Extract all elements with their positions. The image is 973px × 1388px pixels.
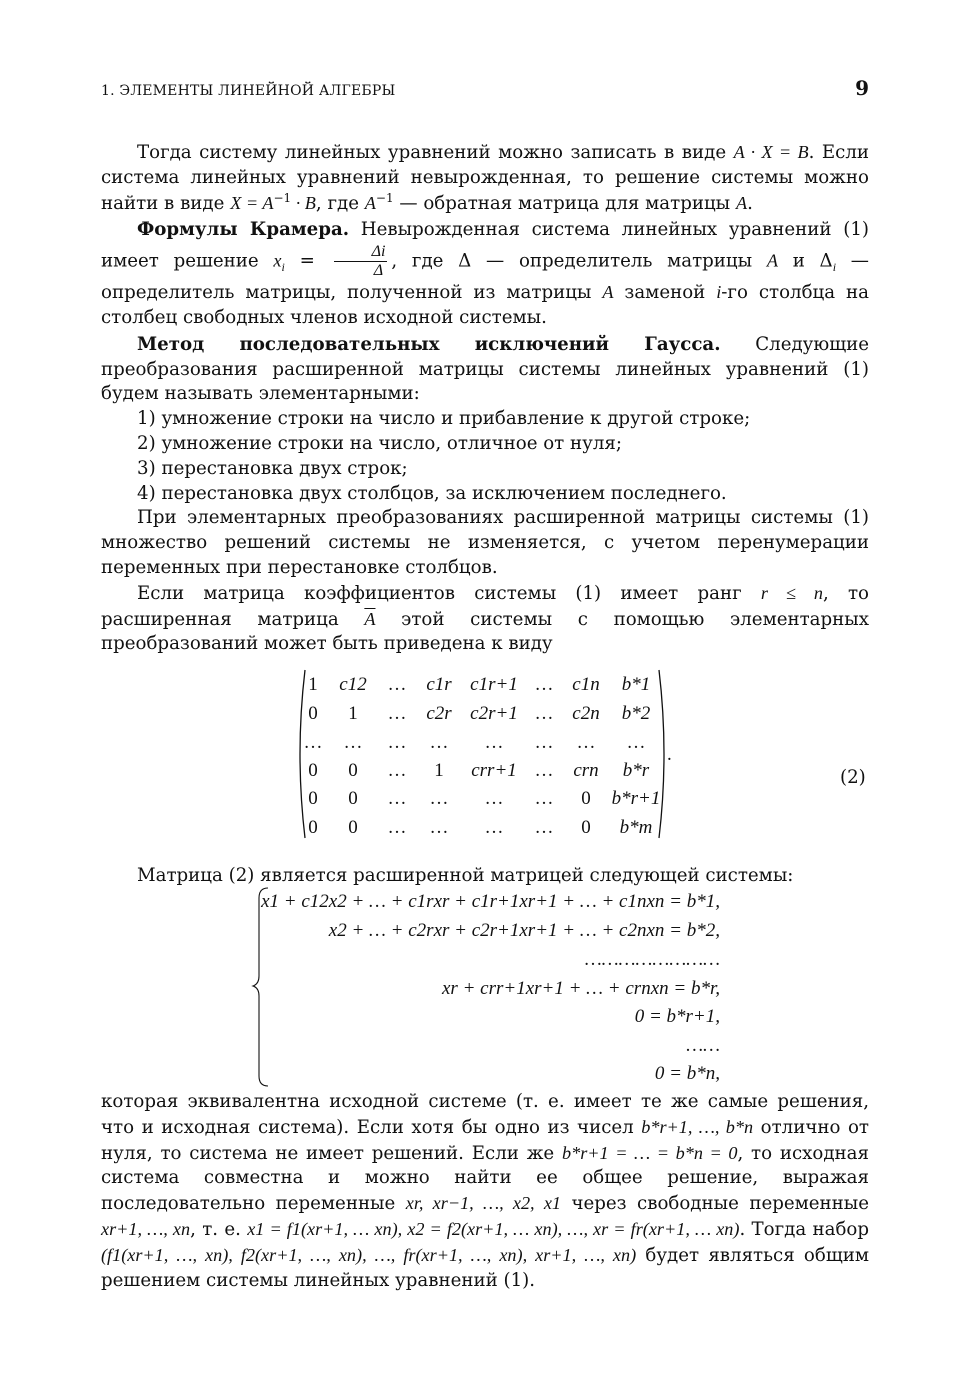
matrix-cell: … [343,732,363,753]
matrix-cell: 0 [348,788,358,809]
matrix-cell: … [387,760,407,781]
system-line: x1 + c12x2 + … + c1rxr + c1r+1xr+1 + … + c1nxn = b*1, [261,891,720,912]
matrix-cell: c1r [426,674,452,695]
list-item: 1) умножение строки на число и прибавление к другой строке; [137,408,751,430]
page-header [101,76,869,104]
matrix-cell: … [534,674,554,695]
augmented-matrix [295,664,675,844]
matrix-cell: 1 [348,703,358,724]
paragraph-gauss: Метод последовательных исключений Гаусса. Следующие преобразования расширенной матрицы системы линейных уравнений (1) будем называть элементарными: [101,333,869,405]
matrix-cell: … [484,817,504,838]
matrix-cell: … [387,817,407,838]
matrix-cell: 0 [308,703,318,724]
gauss-title: Метод последовательных исключений Гаусса. [137,333,721,355]
paragraph-matrix2: Матрица (2) является расширенной матрицей следующей системы: [137,865,794,886]
matrix-cell: b*m [619,817,653,838]
matrix-cell: … [576,732,596,753]
matrix-cell: … [429,817,449,838]
matrix-cell: … [387,703,407,724]
paragraph-equivalence: которая эквивалентна исходной системе (т. е. имеет те же самые решения, что и исходная система). Если хотя бы одно из чисел b*r+1, …, b*n отлично от нуля, то система не имеет решений. Если же b*r+1 = … = b*n = 0, то исходная система совместна и можно найти ее общее решение, выражая последовательно переменные xr, xr−1, …, x2, x1 через свободные переменные xr+1, …, xn, т. е. x1 = f1(xr+1, … xn), x2 = f2(xr+1, … xn), …, xr = fr(xr+1, … xn). Тогда набор (f1(xr+1, …, xn), f2(xr+1, …, xn), …, fr(xr+1, …, xn), xr+1, …, xn) будет являться общим решением системы линейных уравнений (1). [101,1091,870,1291]
matrix-cell: … [534,703,554,724]
equation-system [250,886,730,1090]
paragraph-elementary: При элементарных преобразованиях расширенной матрицы системы (1) множество решений системы не изменяется, с учетом перенумерации переменных при перестановке столбцов. [101,507,869,578]
matrix-cell: 0 [348,760,358,781]
matrix-cell: … [534,760,554,781]
text-block-bottom [101,1090,869,1293]
matrix-cell: crn [573,760,599,781]
paragraph-rank: Если матрица коэффициентов системы (1) имеет ранг r ≤ n, то расширенная матрица $\overline{A}$ этой системы с помощью элементарных преобразований может быть приведена к виду [101,582,869,655]
system-line: 0 = b*r+1, [634,1006,720,1027]
matrix-cell: 0 [581,788,591,809]
matrix-cell: c2r+1 [470,703,518,724]
matrix-cell: 1 [308,674,318,695]
matrix-cell: 1 [434,760,444,781]
matrix-cell: … [429,732,449,753]
system-line: xr + crr+1xr+1 + … + crnxn = b*r, [442,978,720,999]
matrix-cell: 0 [348,817,358,838]
matrix-cell: … [534,732,554,753]
list-item: 2) умножение строки на число, отличное от нуля; [137,432,623,454]
matrix-cell: c1r+1 [470,674,518,695]
list-item: 3) перестановка двух строк; [137,457,408,479]
list-item: 4) перестановка двух столбцов, за исключением последнего. [137,482,727,504]
matrix-cell: b*1 [621,674,651,695]
matrix-trailing-dot: . [667,744,672,765]
matrix-cell: … [303,732,323,753]
text-block-top [101,140,869,657]
matrix-cell: 0 [308,817,318,838]
matrix-cell: 0 [308,760,318,781]
matrix-cell: … [387,732,407,753]
cramer-title: Формулы Крамера. [137,219,350,241]
matrix-cell: … [626,732,646,753]
system-line: …………………… [584,949,720,970]
paragraph-matrix-form: Тогда систему линейных уравнений можно записать в виде A · X = B. Если система линейных уравнений невырожденная, то решение системы можно найти в виде $X = A^{-1} \cdot B$, где $A^{-1}$ — обратная матрица для матрицы A. [101,142,870,214]
system-line: x2 + … + c2rxr + c2r+1xr+1 + … + c2nxn = b*2, [328,920,720,941]
matrix-cell: b*r+1 [611,788,661,809]
matrix-cell: … [429,788,449,809]
equation-number: (2) [840,767,866,788]
matrix-cell: … [387,674,407,695]
matrix-cell: … [484,788,504,809]
cramer-fraction: $\frac{\Delta i}{\Delta}$ [334,243,388,280]
matrix-cell: c2n [572,703,600,724]
system-line: 0 = b*n, [654,1063,720,1084]
matrix-cell: 0 [308,788,318,809]
page-number: 9 [855,76,869,100]
running-title: 1. ЭЛЕМЕНТЫ ЛИНЕЙНОЙ АЛГЕБРЫ [101,83,396,99]
matrix-cell: c12 [339,674,367,695]
matrix-cell: … [534,788,554,809]
matrix-cell: c2r [426,703,452,724]
matrix-cell: b*r [622,760,650,781]
matrix-cell: … [387,788,407,809]
matrix-cell: … [534,817,554,838]
system-line: …… [686,1035,720,1056]
matrix-cell: 0 [581,817,591,838]
matrix-cell: … [484,732,504,753]
paragraph-cramer: Формулы Крамера. Невырожденная система линейных уравнений (1) имеет решение $x_i$ = $\frac{\Delta i}{\Delta}$ , где Δ — определитель матрицы A и $\Delta_i$ — определитель матрицы, полученной из матрицы A заменой i-го столбца на столбец свободных членов исходной системы. [101,219,869,328]
matrix-cell: b*2 [621,703,651,724]
matrix-cell: c1n [572,674,600,695]
matrix-cell: crr+1 [471,760,517,781]
